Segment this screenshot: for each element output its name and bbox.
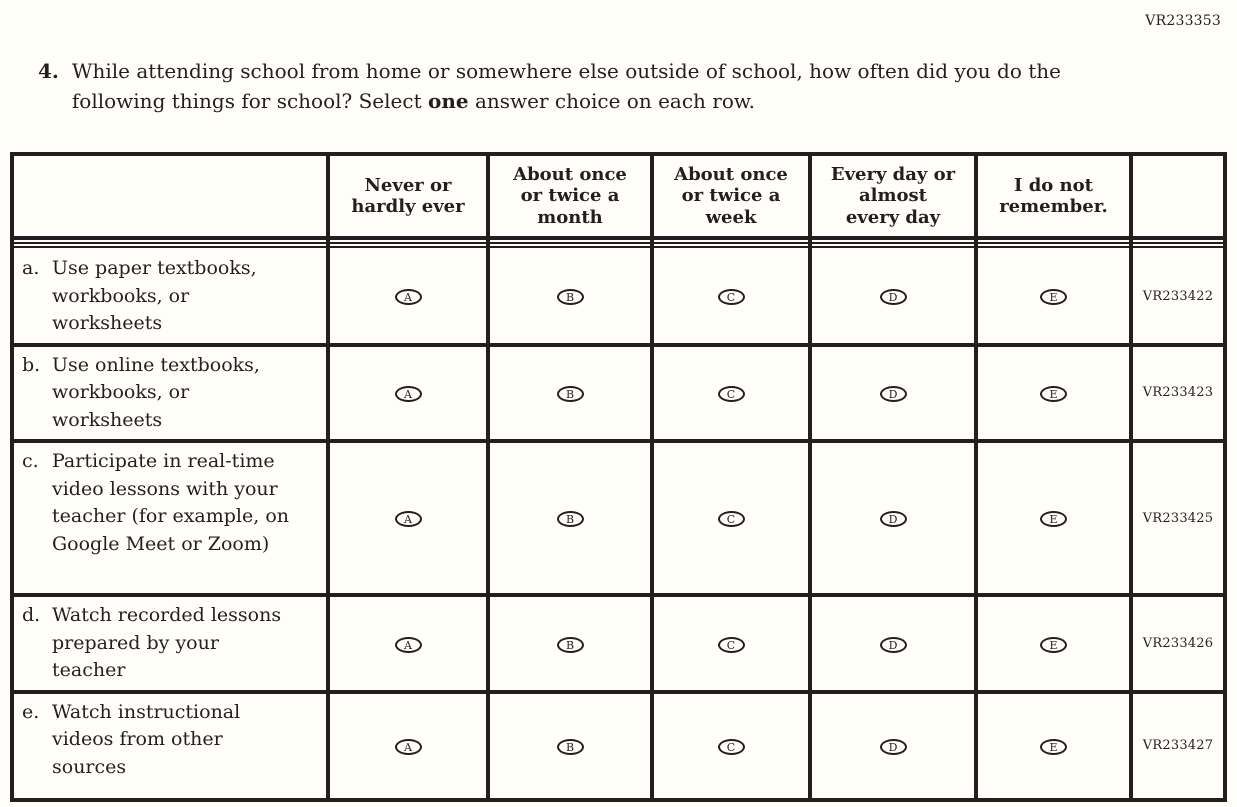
question-number: 4. <box>38 59 59 83</box>
answer-bubble-a[interactable]: A <box>395 289 422 305</box>
answer-bubble-b[interactable]: B <box>557 637 584 653</box>
question-text-bold: one <box>427 89 469 113</box>
option-cell <box>978 250 1133 347</box>
header-empty-cell <box>14 156 330 240</box>
answer-bubble-a[interactable]: A <box>395 511 422 527</box>
question-block <box>38 56 1108 116</box>
option-cell <box>978 694 1133 798</box>
answer-bubble-a[interactable]: A <box>395 739 422 755</box>
question-text-end: answer choice on each row. <box>468 89 755 113</box>
row-letter: c. <box>22 450 39 473</box>
answer-bubble-c[interactable]: C <box>718 511 745 527</box>
option-cell <box>654 443 812 597</box>
row-label-cell <box>14 347 330 444</box>
row-label-cell <box>14 443 330 597</box>
answer-bubble-d[interactable]: D <box>880 386 907 402</box>
row-letter: a. <box>22 257 40 279</box>
header-separator-cell <box>1133 240 1223 250</box>
question-text <box>72 56 1087 116</box>
option-cell <box>812 250 978 347</box>
option-cell <box>490 250 654 347</box>
row-label-cell <box>14 694 330 798</box>
header-row <box>14 156 1223 240</box>
option-cell <box>812 347 978 444</box>
page-form-code: VR233353 <box>1145 13 1221 29</box>
column-header-once-month: About once or twice a month <box>490 156 654 240</box>
answer-bubble-d[interactable]: D <box>880 637 907 653</box>
answer-bubble-e[interactable]: E <box>1040 289 1067 305</box>
header-separator-cell <box>654 240 812 250</box>
header-separator-cell <box>490 240 654 250</box>
option-cell <box>330 443 490 597</box>
option-cell <box>330 597 490 694</box>
row-code: VR233426 <box>1133 597 1223 694</box>
answer-bubble-b[interactable]: B <box>557 289 584 305</box>
option-cell <box>654 347 812 444</box>
option-cell <box>490 597 654 694</box>
answer-bubble-e[interactable]: E <box>1040 386 1067 402</box>
row-code: VR233427 <box>1142 738 1214 754</box>
option-cell <box>330 694 490 798</box>
header-code-cell <box>1133 156 1223 240</box>
row-label: Use online textbooks, workbooks, or worksheets <box>52 353 260 431</box>
column-header-once-week: About once or twice a week <box>654 156 812 240</box>
row-code: VR233425 <box>1133 443 1223 597</box>
header-separator-cell <box>978 240 1133 250</box>
row-label: Participate in real-time video lessons with your teacher (for example, on Google Meet or Zoom) <box>52 450 289 555</box>
row-code: VR233423 <box>1133 347 1223 444</box>
option-cell <box>812 443 978 597</box>
option-cell <box>330 347 490 444</box>
answer-bubble-c[interactable]: C <box>718 637 745 653</box>
answer-bubble-c[interactable]: C <box>718 289 745 305</box>
option-cell <box>490 443 654 597</box>
row-label-cell <box>14 597 330 694</box>
answer-bubble-d[interactable]: D <box>880 739 907 755</box>
row-letter: d. <box>22 604 41 627</box>
option-cell <box>812 597 978 694</box>
row-label-cell <box>14 250 330 347</box>
header-separator-cell <box>812 240 978 250</box>
column-header-never: Never or hardly ever <box>330 156 490 240</box>
option-cell <box>978 347 1133 444</box>
header-separator-row <box>14 240 1223 250</box>
header-separator-cell <box>14 240 330 250</box>
table-row-b <box>14 347 1223 444</box>
option-cell <box>978 597 1133 694</box>
row-label: Watch recorded lessons prepared by your teacher <box>52 604 282 682</box>
answer-bubble-e[interactable]: E <box>1040 637 1067 653</box>
row-letter: e. <box>22 700 40 723</box>
answer-bubble-c[interactable]: C <box>718 739 745 755</box>
option-cell <box>654 250 812 347</box>
option-cell <box>490 694 654 798</box>
table-row-c <box>14 443 1223 597</box>
answer-bubble-e[interactable]: E <box>1040 511 1067 527</box>
answer-bubble-d[interactable]: D <box>880 289 907 305</box>
table-row-e <box>14 694 1223 798</box>
question-text-start: While attending school from home or somewhere else outside of school, how often did you do the following things for school? Select <box>71 59 1062 113</box>
answer-bubble-d[interactable]: D <box>880 511 907 527</box>
row-label: Use paper textbooks, workbooks, or worksheets <box>52 257 257 335</box>
question-matrix-table <box>10 152 1227 802</box>
column-header-every-day: Every day or almost every day <box>812 156 978 240</box>
option-cell <box>330 250 490 347</box>
option-cell <box>490 347 654 444</box>
row-code: VR233422 <box>1133 250 1223 347</box>
answer-bubble-b[interactable]: B <box>557 511 584 527</box>
option-cell <box>654 694 812 798</box>
answer-bubble-b[interactable]: B <box>557 386 584 402</box>
row-label: Watch instructional videos from other sources <box>52 700 241 779</box>
answer-bubble-a[interactable]: A <box>395 386 422 402</box>
answer-bubble-a[interactable]: A <box>395 637 422 653</box>
table-row-a <box>14 250 1223 347</box>
row-letter: b. <box>22 353 41 376</box>
option-cell <box>978 443 1133 597</box>
answer-bubble-e[interactable]: E <box>1040 739 1067 755</box>
table-row-d <box>14 597 1223 694</box>
answer-bubble-b[interactable]: B <box>557 739 584 755</box>
option-cell <box>812 694 978 798</box>
header-separator-cell <box>330 240 490 250</box>
column-header-no-remember: I do not remember. <box>978 156 1133 240</box>
option-cell <box>654 597 812 694</box>
answer-bubble-c[interactable]: C <box>718 386 745 402</box>
